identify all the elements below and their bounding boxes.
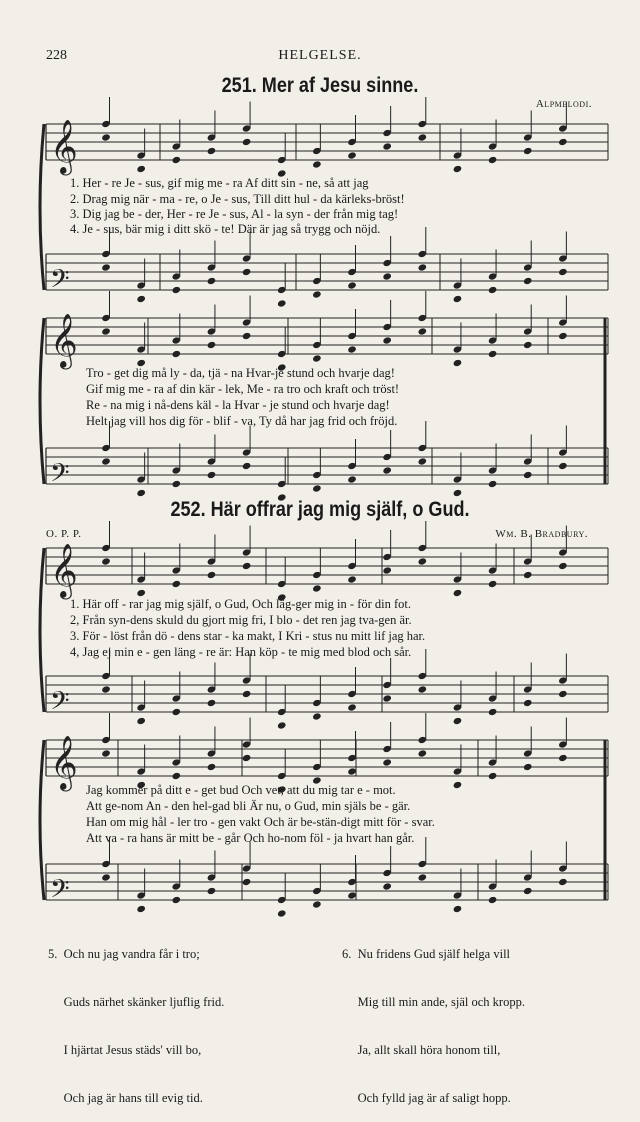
note-head: [523, 341, 533, 349]
lyric-line: Re - na mig i nå-dens käl - la Hvar - je stund och hvarje dag!: [86, 398, 390, 412]
note-head: [453, 489, 463, 497]
note-head: [347, 281, 357, 289]
note-head: [347, 891, 357, 899]
note-head: [382, 566, 392, 574]
note-head: [558, 754, 568, 762]
note-head: [242, 878, 252, 886]
note-head: [172, 350, 182, 358]
lyric-line: 4. Je - sus, bär mig i ditt skö - te! Där är jag så trygg och nöjd.: [70, 222, 381, 236]
note-head: [382, 694, 392, 702]
note-head: [418, 685, 428, 693]
note-head: [418, 457, 428, 465]
verse-line: 6. Nu fridens Gud själf helga vill: [342, 947, 511, 961]
note-head: [207, 341, 217, 349]
note-head: [347, 703, 357, 711]
verse-line: I hjärtat Jesus städs' vill bo,: [48, 1043, 202, 1057]
note-head: [558, 268, 568, 276]
note-head: [101, 749, 111, 757]
note-head: [172, 480, 182, 488]
note-head: [488, 580, 498, 588]
note-head: [558, 878, 568, 886]
note-head: [101, 685, 111, 693]
note-head: [172, 896, 182, 904]
note-head: [101, 327, 111, 335]
note-head: [382, 466, 392, 474]
lyric-line: 3. Dig jag be - der, Her - re Je - sus, Al - la syn - der från mig tag!: [70, 207, 399, 221]
verse-6: [342, 914, 525, 1122]
note-head: [347, 767, 357, 775]
treble-clef: 𝄞: [50, 544, 78, 598]
note-head: [488, 708, 498, 716]
note-head: [277, 721, 287, 729]
note-head: [312, 290, 322, 298]
note-head: [523, 887, 533, 895]
verse-line: Guds närhet skänker ljuflig frid.: [48, 995, 225, 1009]
note-head: [347, 475, 357, 483]
note-head: [172, 580, 182, 588]
note-head: [172, 772, 182, 780]
verse-line: Ja, allt skall höra honom till,: [342, 1043, 501, 1057]
verse-line: Mig till min ande, själ och kropp.: [342, 995, 525, 1009]
note-head: [558, 332, 568, 340]
note-head: [101, 457, 111, 465]
note-head: [523, 571, 533, 579]
lyric-line: 1. Här off - rar jag mig själf, o Gud, Och läg-ger mig in - för din fot.: [70, 597, 411, 611]
note-head: [312, 160, 322, 168]
lyric-line: 2, Från syn-dens skuld du gjort mig fri, I blo - det ren jag tva-gen är.: [70, 613, 412, 627]
lyric-line: Tro - get dig må ly - da, tjä - na Hvar-je stund och hvarje dag!: [86, 366, 395, 380]
verse-line: Och fylld jag är af saligt hopp.: [342, 1091, 511, 1105]
note-head: [488, 772, 498, 780]
verse-5: [48, 914, 224, 1122]
note-head: [312, 712, 322, 720]
hymn-252-composer: Wm. B. Bradbury.: [495, 528, 588, 540]
lyric-line: Att ge-nom An - den hel-gad bli Är nu, o Gud, min själs be - gär.: [86, 799, 411, 813]
note-head: [523, 147, 533, 155]
running-head: HELGELSE.: [278, 48, 362, 63]
lyric-line: Jag kommer på ditt e - get bud Och vet, att du mig tar e - mot.: [86, 783, 396, 797]
lyric-line: Han om mig hål - ler tro - gen vakt Och är be-stän-digt mitt för - svar.: [86, 815, 435, 829]
note-head: [207, 277, 217, 285]
lyric-line: Att va - ra hans är mitt be - går Och ho-nom föl - ja hvart han går.: [86, 831, 415, 845]
note-head: [523, 277, 533, 285]
note-head: [207, 887, 217, 895]
note-head: [453, 717, 463, 725]
note-head: [453, 589, 463, 597]
treble-clef: 𝄞: [50, 120, 78, 174]
note-head: [242, 754, 252, 762]
note-head: [347, 345, 357, 353]
note-head: [558, 562, 568, 570]
note-head: [418, 327, 428, 335]
note-head: [418, 873, 428, 881]
system-brace: [40, 740, 44, 900]
note-head: [242, 562, 252, 570]
note-head: [312, 484, 322, 492]
note-head: [242, 268, 252, 276]
note-head: [382, 142, 392, 150]
note-head: [382, 336, 392, 344]
verse-line: Och jag är hans till evig tid.: [48, 1091, 203, 1105]
note-head: [101, 557, 111, 565]
note-head: [207, 699, 217, 707]
note-head: [347, 575, 357, 583]
note-head: [277, 909, 287, 917]
note-head: [136, 905, 146, 913]
note-head: [242, 332, 252, 340]
system-brace: [40, 124, 44, 290]
note-head: [523, 471, 533, 479]
lyric-line: 2. Drag mig när - ma - re, o Je - sus, Till ditt hul - da kärleks-bröst!: [70, 192, 405, 206]
bass-clef: 𝄢: [50, 875, 70, 910]
note-head: [347, 151, 357, 159]
treble-clef: 𝄞: [50, 314, 78, 368]
note-head: [382, 272, 392, 280]
note-head: [136, 589, 146, 597]
note-head: [418, 557, 428, 565]
note-head: [488, 156, 498, 164]
note-head: [101, 873, 111, 881]
note-head: [453, 165, 463, 173]
note-head: [488, 350, 498, 358]
page-number: 228: [46, 48, 67, 63]
note-head: [312, 584, 322, 592]
lyric-line: 1. Her - re Je - sus, gif mig me - ra Af ditt sin - ne, så att jag: [70, 176, 369, 190]
note-head: [488, 480, 498, 488]
note-head: [312, 354, 322, 362]
note-head: [207, 147, 217, 155]
lyric-line: Helt jag vill hos dig för - blif - va, Ty då har jag frid och fröjd.: [86, 414, 398, 428]
note-head: [136, 295, 146, 303]
note-head: [382, 882, 392, 890]
note-head: [207, 571, 217, 579]
note-head: [523, 763, 533, 771]
hymn-251-title: 251. Mer af Jesu sinne.: [221, 74, 419, 97]
note-head: [136, 165, 146, 173]
system-brace: [40, 318, 44, 484]
note-head: [136, 489, 146, 497]
note-head: [558, 462, 568, 470]
note-head: [136, 717, 146, 725]
verse-line: 5. Och nu jag vandra får i tro;: [48, 947, 200, 961]
treble-clef: 𝄞: [50, 736, 78, 790]
hymn-251-composer: Alpmelodi.: [535, 98, 592, 110]
note-head: [382, 758, 392, 766]
note-head: [172, 286, 182, 294]
note-head: [172, 708, 182, 716]
note-head: [523, 699, 533, 707]
note-head: [453, 295, 463, 303]
note-head: [558, 138, 568, 146]
note-head: [488, 286, 498, 294]
note-head: [312, 900, 322, 908]
note-head: [207, 763, 217, 771]
bass-clef: 𝄢: [50, 265, 70, 300]
note-head: [558, 690, 568, 698]
hymn-252-author: O. P. P.: [46, 528, 82, 540]
system-brace: [40, 548, 44, 712]
lyric-line: 3. För - löst från dö - dens star - ka makt, I Kri - stus nu mitt lif jag har.: [70, 629, 426, 643]
note-head: [101, 263, 111, 271]
hymn-252-title: 252. Här offrar jag mig själf, o Gud.: [170, 498, 470, 521]
note-head: [242, 138, 252, 146]
note-head: [453, 905, 463, 913]
note-head: [418, 263, 428, 271]
note-head: [101, 133, 111, 141]
note-head: [242, 690, 252, 698]
note-head: [488, 896, 498, 904]
note-head: [207, 471, 217, 479]
note-head: [418, 749, 428, 757]
note-head: [418, 133, 428, 141]
note-head: [277, 299, 287, 307]
bass-clef: 𝄢: [50, 687, 70, 722]
lyric-line: Gif mig me - ra af din kär - lek, Me - ra tro och kraft och tröst!: [86, 382, 400, 396]
note-head: [172, 156, 182, 164]
lyric-line: 4, Jag ej min e - gen läng - re är: Han köp - te mig med blod och sår.: [70, 645, 412, 659]
note-head: [242, 462, 252, 470]
bass-clef: 𝄢: [50, 459, 70, 494]
